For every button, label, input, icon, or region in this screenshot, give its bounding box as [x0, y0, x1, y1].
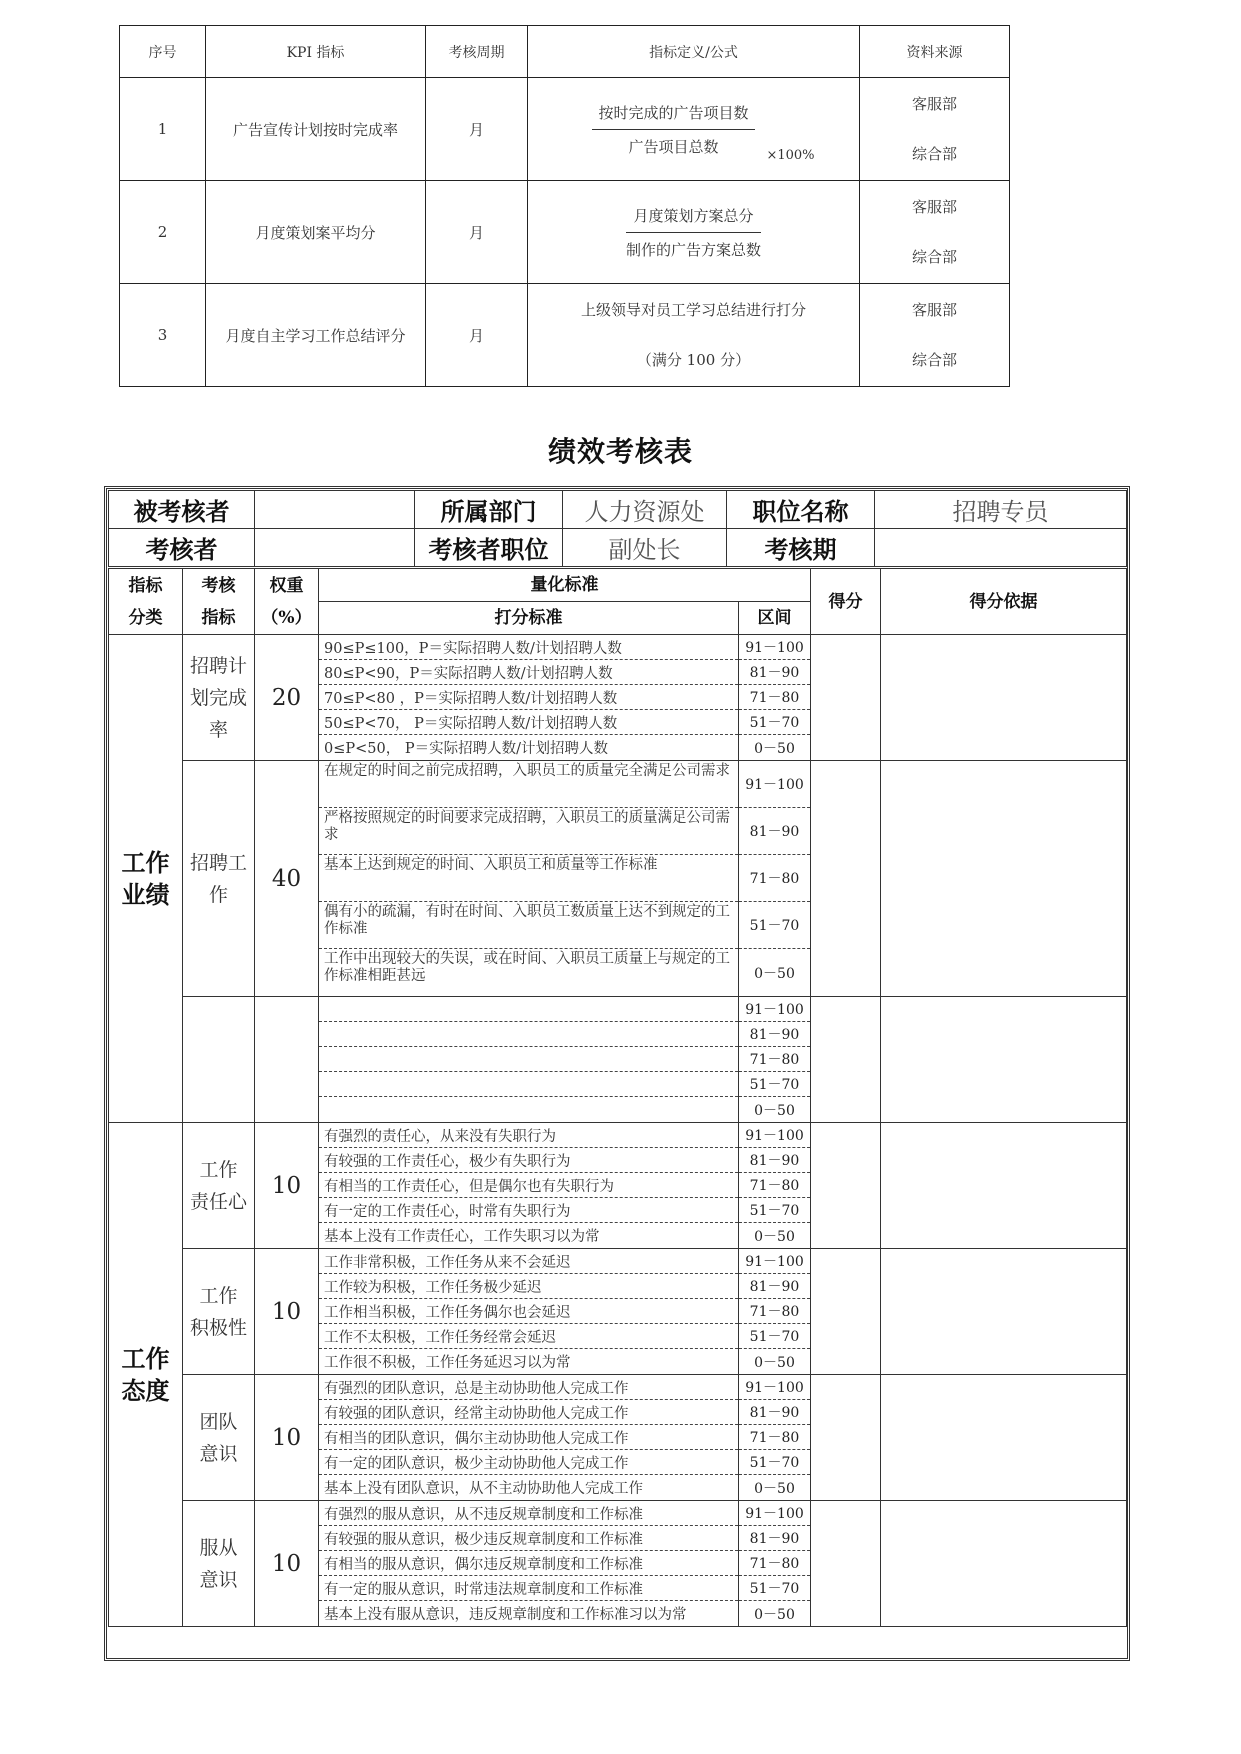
kpi-period: 月	[426, 78, 528, 181]
range-line: 71－80	[739, 1047, 810, 1072]
indicator-name	[183, 761, 255, 997]
range-cell	[739, 1375, 811, 1501]
header-basis: 得分依据	[881, 569, 1127, 635]
score-cell[interactable]	[811, 1501, 881, 1627]
criteria-line: 90≤P≤100，P＝实际招聘人数/计划招聘人数	[319, 635, 738, 660]
indicator-name-line: 积极性	[189, 1316, 247, 1339]
criteria-line	[319, 1022, 738, 1047]
basis-cell[interactable]	[881, 997, 1127, 1123]
indicator-name	[183, 635, 255, 761]
kpi-row	[120, 284, 1010, 387]
form-title: 绩效考核表	[547, 435, 693, 468]
range-line: 0－50	[754, 1102, 795, 1119]
score-cell[interactable]	[811, 635, 881, 761]
criteria-line	[319, 997, 738, 1022]
category-cell	[109, 635, 183, 1123]
assessor-value[interactable]	[255, 529, 415, 567]
basis-cell[interactable]	[881, 635, 1127, 761]
range-line: 71－80	[739, 1173, 810, 1198]
criteria-cell	[319, 1123, 739, 1249]
range-line: 51－70	[739, 1324, 810, 1349]
header-range: 区间	[739, 602, 811, 635]
criteria-line: 80≤P<90，P＝实际招聘人数/计划招聘人数	[319, 660, 738, 685]
criteria-line: 有强烈的团队意识，总是主动协助他人完成工作	[319, 1375, 738, 1400]
criteria-line: 有一定的团队意识，极少主动协助他人完成工作	[319, 1450, 738, 1475]
range-line: 51－70	[739, 710, 810, 735]
period-label: 考核期	[727, 529, 875, 567]
formula-multiplier: ×100%	[766, 147, 815, 163]
range-line: 81－90	[739, 1274, 810, 1299]
kpi-row	[120, 78, 1010, 181]
score-header-row	[109, 569, 1127, 602]
indicator-name	[183, 1501, 255, 1627]
department-label: 所属部门	[415, 491, 563, 529]
info-table	[108, 490, 1127, 567]
criteria-cell	[319, 997, 739, 1123]
basis-cell[interactable]	[881, 1375, 1127, 1501]
indicator-name-line: 工作	[199, 1284, 238, 1307]
indicator-weight: 10	[255, 1123, 319, 1249]
basis-cell[interactable]	[881, 761, 1127, 997]
criteria-line: 严格按照规定的时间要求完成招聘，入职员工的质量满足公司需求	[319, 808, 738, 855]
category-name-line: 业绩	[121, 879, 170, 909]
indicator-name-line: 工作	[199, 1158, 238, 1181]
header-indicator	[183, 569, 255, 635]
range-line: 91－100	[739, 1375, 810, 1400]
range-line: 91－100	[739, 997, 810, 1022]
kpi-source-2: 综合部	[911, 145, 957, 163]
kpi-header-no: 序号	[120, 26, 206, 78]
header-weight	[255, 569, 319, 635]
indicator-weight: 20	[255, 635, 319, 761]
range-line: 0－50	[754, 965, 795, 982]
kpi-header-source: 资料来源	[860, 26, 1010, 78]
criteria-cell	[319, 635, 739, 761]
formula-line-2: （满分 100 分）	[636, 351, 751, 369]
period-value[interactable]	[875, 529, 1127, 567]
criteria-cell	[319, 1249, 739, 1375]
header-category	[109, 569, 183, 635]
range-line: 81－90	[739, 1526, 810, 1551]
indicator-name-line: 招聘计	[189, 654, 247, 677]
range-cell	[739, 1249, 811, 1375]
criteria-line: 有相当的团队意识，偶尔主动协助他人完成工作	[319, 1425, 738, 1450]
range-cell	[739, 1501, 811, 1627]
range-line: 0－50	[754, 1354, 795, 1371]
kpi-source-2: 综合部	[911, 351, 957, 369]
criteria-line: 基本上没有团队意识，从不主动协助他人完成工作	[324, 1481, 643, 1497]
kpi-header-row	[120, 26, 1010, 78]
score-cell[interactable]	[811, 761, 881, 997]
kpi-row	[120, 181, 1010, 284]
indicator-row	[109, 761, 1127, 997]
score-cell[interactable]	[811, 997, 881, 1123]
criteria-line: 70≤P<80 ，P＝实际招聘人数/计划招聘人数	[319, 685, 738, 710]
kpi-indicator: 广告宣传计划按时完成率	[206, 78, 426, 181]
basis-cell[interactable]	[881, 1501, 1127, 1627]
kpi-table	[119, 25, 1010, 387]
indicator-weight: 10	[255, 1375, 319, 1501]
indicator-name-line: 作	[208, 883, 228, 906]
range-line: 81－90	[739, 808, 810, 855]
indicator-name-line: 意识	[199, 1568, 238, 1591]
kpi-period: 月	[426, 284, 528, 387]
criteria-cell	[319, 761, 739, 997]
indicator-row	[109, 997, 1127, 1123]
kpi-source	[860, 78, 1010, 181]
header-category-line: 分类	[128, 607, 163, 628]
indicator-weight: 10	[255, 1249, 319, 1375]
criteria-line: 基本上达到规定的时间、入职员工和质量等工作标准	[319, 855, 738, 902]
kpi-formula	[528, 284, 860, 387]
range-line: 51－70	[739, 1198, 810, 1223]
range-cell	[739, 635, 811, 761]
position-label: 职位名称	[727, 491, 875, 529]
header-score: 得分	[811, 569, 881, 635]
range-cell	[739, 761, 811, 997]
criteria-line: 偶有小的疏漏，有时在时间、入职员工数质量上达不到规定的工作标准	[319, 902, 738, 949]
kpi-indicator: 月度策划案平均分	[206, 181, 426, 284]
criteria-line: 有强烈的服从意识，从不违反规章制度和工作标准	[319, 1501, 738, 1526]
criteria-line: 0≤P<50， P＝实际招聘人数/计划招聘人数	[324, 741, 608, 757]
range-line: 71－80	[739, 1425, 810, 1450]
header-quant: 量化标准	[319, 569, 811, 602]
kpi-period: 月	[426, 181, 528, 284]
range-line: 51－70	[739, 1072, 810, 1097]
criteria-line: 有较强的服从意识，极少违反规章制度和工作标准	[319, 1526, 738, 1551]
assessee-label: 被考核者	[109, 491, 255, 529]
range-cell	[739, 1123, 811, 1249]
criteria-line: 有较强的团队意识，经常主动协助他人完成工作	[319, 1400, 738, 1425]
category-name-line: 工作	[121, 847, 170, 877]
info-row	[109, 529, 1127, 567]
kpi-source-1: 客服部	[911, 301, 957, 319]
formula-fraction	[592, 102, 815, 163]
criteria-line: 基本上没有工作责任心，工作失职习以为常	[324, 1229, 600, 1245]
category-cell	[109, 1123, 183, 1627]
indicator-row	[109, 1123, 1127, 1249]
criteria-cell	[319, 1375, 739, 1501]
indicator-weight	[255, 997, 319, 1123]
criteria-cell	[319, 1501, 739, 1627]
criteria-line: 工作很不积极，工作任务延迟习以为常	[324, 1355, 571, 1371]
indicator-row	[109, 1249, 1127, 1375]
criteria-line: 有相当的服从意识，偶尔违反规章制度和工作标准	[319, 1551, 738, 1576]
range-line: 91－100	[739, 1123, 810, 1148]
kpi-no: 1	[120, 78, 206, 181]
header-criteria: 打分标准	[319, 602, 739, 635]
header-weight-line: （%）	[261, 607, 312, 628]
range-line: 51－70	[739, 1576, 810, 1601]
criteria-line: 有较强的工作责任心，极少有失职行为	[319, 1148, 738, 1173]
kpi-source-1: 客服部	[911, 198, 957, 216]
range-line: 81－90	[739, 1022, 810, 1047]
category-name-line: 工作	[121, 1343, 170, 1373]
basis-cell[interactable]	[881, 1123, 1127, 1249]
indicator-weight: 40	[255, 761, 319, 997]
indicator-name	[183, 1375, 255, 1501]
formula-denominator: 广告项目总数	[628, 137, 719, 156]
score-cell[interactable]	[811, 1249, 881, 1375]
indicator-row	[109, 635, 1127, 761]
kpi-formula	[528, 78, 860, 181]
kpi-header-formula: 指标定义/公式	[528, 26, 860, 78]
criteria-line: 工作相当积极，工作任务偶尔也会延迟	[319, 1299, 738, 1324]
indicator-name	[183, 997, 255, 1123]
range-line: 0－50	[754, 740, 795, 757]
range-line: 81－90	[739, 1148, 810, 1173]
range-line: 71－80	[739, 685, 810, 710]
criteria-line: 工作不太积极，工作任务经常会延迟	[319, 1324, 738, 1349]
criteria-line: 有强烈的责任心，从来没有失职行为	[319, 1123, 738, 1148]
basis-cell[interactable]	[881, 1249, 1127, 1375]
formula-denominator: 制作的广告方案总数	[625, 240, 761, 259]
header-category-line: 指标	[128, 575, 163, 596]
kpi-no: 3	[120, 284, 206, 387]
formula-fraction	[626, 205, 761, 260]
indicator-name-line: 招聘工	[189, 851, 247, 874]
criteria-line: 有相当的工作责任心，但是偶尔也有失职行为	[319, 1173, 738, 1198]
assessor-position-label: 考核者职位	[415, 529, 563, 567]
range-line: 51－70	[739, 902, 810, 949]
range-line: 71－80	[739, 1551, 810, 1576]
assessor-position-value[interactable]: 副处长	[563, 529, 727, 567]
kpi-no: 2	[120, 181, 206, 284]
kpi-source-1: 客服部	[911, 95, 957, 113]
range-line: 0－50	[754, 1606, 795, 1623]
indicator-weight: 10	[255, 1501, 319, 1627]
assessor-label: 考核者	[109, 529, 255, 567]
kpi-formula	[528, 181, 860, 284]
kpi-header-indicator: KPI 指标	[206, 26, 426, 78]
range-line: 71－80	[739, 1299, 810, 1324]
range-line: 91－100	[739, 635, 810, 660]
criteria-line	[319, 1072, 738, 1097]
kpi-source	[860, 181, 1010, 284]
indicator-name	[183, 1249, 255, 1375]
formula-numerator: 月度策划方案总分	[626, 205, 761, 233]
range-line: 51－70	[739, 1450, 810, 1475]
formula-line-1: 上级领导对员工学习总结进行打分	[580, 301, 806, 319]
score-cell[interactable]	[811, 1123, 881, 1249]
range-line: 91－100	[739, 1501, 810, 1526]
kpi-indicator: 月度自主学习工作总结评分	[206, 284, 426, 387]
range-cell	[739, 997, 811, 1123]
indicator-row	[109, 1375, 1127, 1501]
criteria-line: 工作非常积极，工作任务从来不会延迟	[319, 1249, 738, 1274]
kpi-source-2: 综合部	[911, 248, 957, 266]
position-value[interactable]: 招聘专员	[875, 491, 1127, 529]
indicator-name-line: 划完成	[189, 686, 247, 709]
range-line: 91－100	[739, 1249, 810, 1274]
criteria-line: 有一定的服从意识，时常违法规章制度和工作标准	[319, 1576, 738, 1601]
assessee-value[interactable]	[255, 491, 415, 529]
kpi-source	[860, 284, 1010, 387]
range-line: 71－80	[739, 855, 810, 902]
criteria-line	[319, 1047, 738, 1072]
score-body	[109, 635, 1127, 1627]
info-row	[109, 491, 1127, 529]
indicator-name-line: 意识	[199, 1442, 238, 1465]
range-line: 0－50	[754, 1228, 795, 1245]
range-line: 81－90	[739, 660, 810, 685]
header-weight-line: 权重	[269, 575, 304, 596]
range-line: 0－50	[754, 1480, 795, 1497]
criteria-line: 工作中出现较大的失误，或在时间、入职员工质量上与规定的工作标准相距甚远	[324, 951, 730, 984]
criteria-line	[319, 1097, 738, 1122]
criteria-line: 基本上没有服从意识，违反规章制度和工作标准习以为常	[324, 1607, 687, 1623]
indicator-name-line: 率	[208, 718, 228, 741]
indicator-name	[183, 1123, 255, 1249]
criteria-line: 工作较为积极，工作任务极少延迟	[319, 1274, 738, 1299]
header-indicator-line: 考核	[201, 575, 236, 596]
score-cell[interactable]	[811, 1375, 881, 1501]
criteria-line: 在规定的时间之前完成招聘，入职员工的质量完全满足公司需求	[319, 761, 738, 808]
indicator-name-line: 服从	[199, 1536, 238, 1559]
formula-numerator: 按时完成的广告项目数	[592, 102, 754, 130]
range-line: 81－90	[739, 1400, 810, 1425]
score-table	[108, 568, 1127, 1627]
criteria-line: 50≤P<70， P＝实际招聘人数/计划招聘人数	[319, 710, 738, 735]
indicator-name-line: 责任心	[189, 1190, 247, 1213]
indicator-row	[109, 1501, 1127, 1627]
range-line: 91－100	[739, 761, 810, 808]
criteria-line: 有一定的工作责任心，时常有失职行为	[319, 1198, 738, 1223]
department-value[interactable]: 人力资源处	[563, 491, 727, 529]
category-name-line: 态度	[121, 1375, 170, 1405]
kpi-header-period: 考核周期	[426, 26, 528, 78]
header-indicator-line: 指标	[201, 607, 236, 628]
indicator-name-line: 团队	[199, 1410, 238, 1433]
